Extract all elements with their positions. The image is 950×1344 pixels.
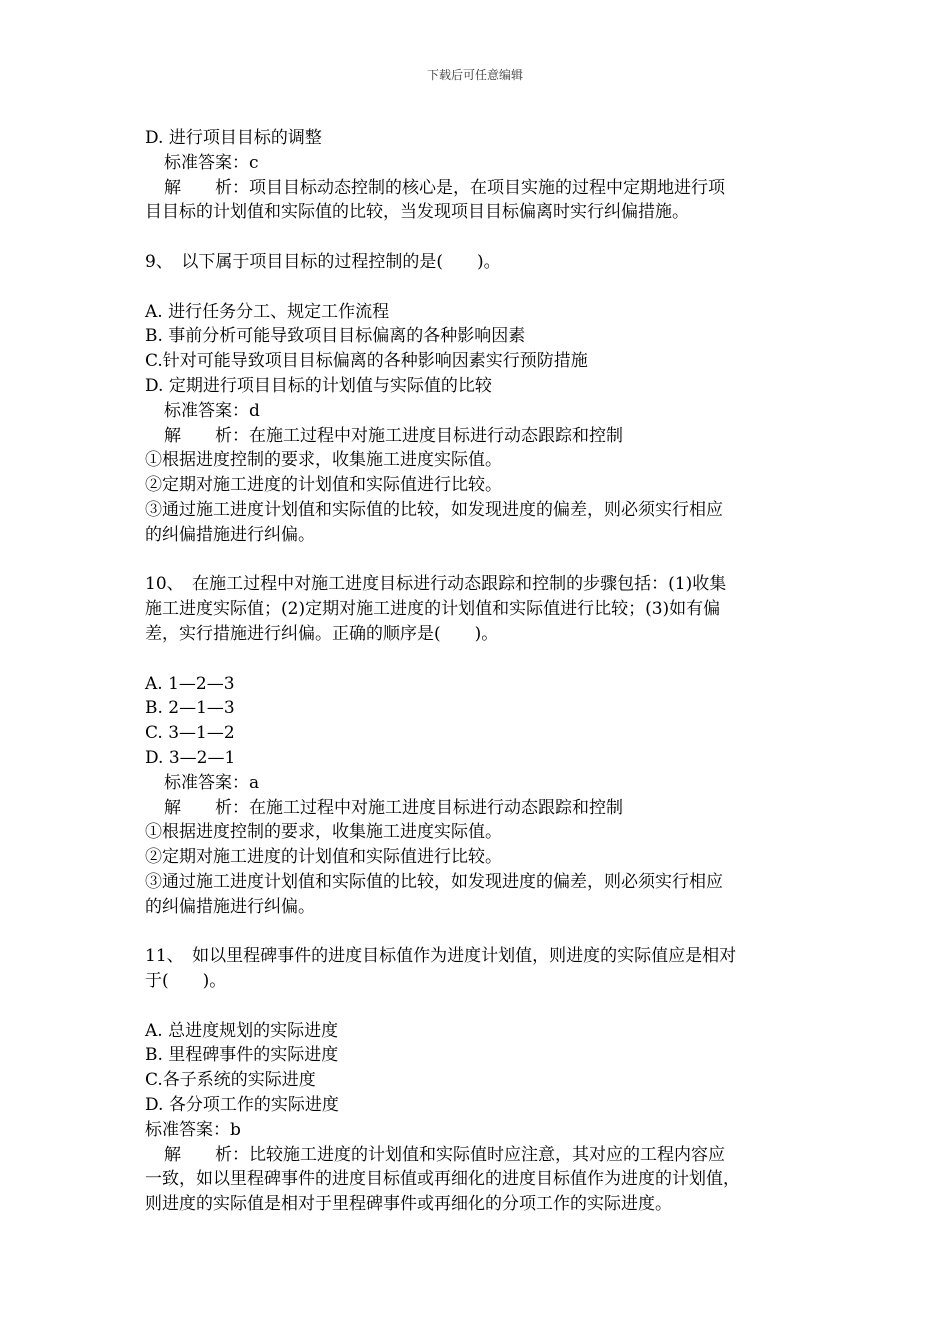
analysis-line: 一致，如以里程碑事件的进度目标值或再细化的进度目标值作为进度的计划值， [145,1169,740,1190]
analysis-step-1: ①根据进度控制的要求，收集施工进度实际值。 [145,822,502,843]
option-c: C. 3—1—2 [145,723,235,744]
option-d: D. 进行项目目标的调整 [145,128,322,148]
analysis-step-2: ②定期对施工进度的计划值和实际值进行比较。 [145,847,502,868]
question-9 [145,250,815,548]
question-text: 差，实行措施进行纠偏。正确的顺序是( )。 [145,623,499,644]
analysis-line: 解 析：比较施工进度的计划值和实际值时应注意，其对应的工程内容应 [164,1144,725,1165]
option-c: C.针对可能导致项目目标偏离的各种影响因素实行预防措施 [145,351,588,372]
analysis-step-1: ①根据进度控制的要求，收集施工进度实际值。 [145,450,502,471]
option-a: A. 1—2—3 [145,673,235,694]
option-d: D. 各分项工作的实际进度 [145,1095,339,1116]
question-text: 11、 如以里程碑事件的进度目标值作为进度计划值，则进度的实际值应是相对 [145,946,737,967]
analysis-line: 目目标的计划值和实际值的比较，当发现项目目标偏离时实行纠偏措施。 [145,202,689,223]
analysis-step-3-cont: 的纠偏措施进行纠偏。 [145,524,315,545]
question-10 [145,572,815,919]
analysis-step-3-cont: 的纠偏措施进行纠偏。 [145,896,315,917]
analysis-step-2: ②定期对施工进度的计划值和实际值进行比较。 [145,475,502,496]
question-text: 施工进度实际值；(2)定期对施工进度的计划值和实际值进行比较；(3)如有偏 [145,599,721,620]
analysis-line: 解 析：在施工过程中对施工进度目标进行动态跟踪和控制 [164,425,623,446]
question-text: 10、 在施工过程中对施工进度目标进行动态跟踪和控制的步骤包括：(1)收集 [145,574,727,595]
option-d: D. 定期进行项目目标的计划值与实际值的比较 [145,375,492,396]
question-text: 于( )。 [145,971,227,992]
question-11 [145,944,815,1217]
standard-answer: 标准答案：d [164,400,260,421]
option-b: B. 里程碑事件的实际进度 [145,1045,339,1066]
standard-answer: 标准答案：c [164,152,259,173]
page-header: 下载后可任意编辑 [426,68,523,82]
analysis-line: 解 析：项目目标动态控制的核心是，在项目实施的过程中定期地进行项 [164,177,725,198]
standard-answer: 标准答案：b [145,1119,241,1140]
question-text: 9、 以下属于项目目标的过程控制的是( )。 [145,251,501,272]
analysis-line: 解 析：在施工过程中对施工进度目标进行动态跟踪和控制 [164,797,623,818]
analysis-step-3: ③通过施工进度计划值和实际值的比较，如发现进度的偏差，则必须实行相应 [145,871,723,892]
option-a: A. 进行任务分工、规定工作流程 [145,301,390,322]
standard-answer: 标准答案：a [164,772,260,793]
option-d: D. 3—2—1 [145,747,236,768]
option-b: B. 事前分析可能导致项目目标偏离的各种影响因素 [145,326,526,347]
option-a: A. 总进度规划的实际进度 [145,1020,339,1041]
question-8-tail [145,126,815,225]
document-body [145,126,815,1217]
analysis-line: 则进度的实际值是相对于里程碑事件或再细化的分项工作的实际进度。 [145,1194,672,1215]
option-c: C.各子系统的实际进度 [145,1070,316,1091]
option-b: B. 2—1—3 [145,698,235,719]
analysis-step-3: ③通过施工进度计划值和实际值的比较，如发现进度的偏差，则必须实行相应 [145,499,723,520]
